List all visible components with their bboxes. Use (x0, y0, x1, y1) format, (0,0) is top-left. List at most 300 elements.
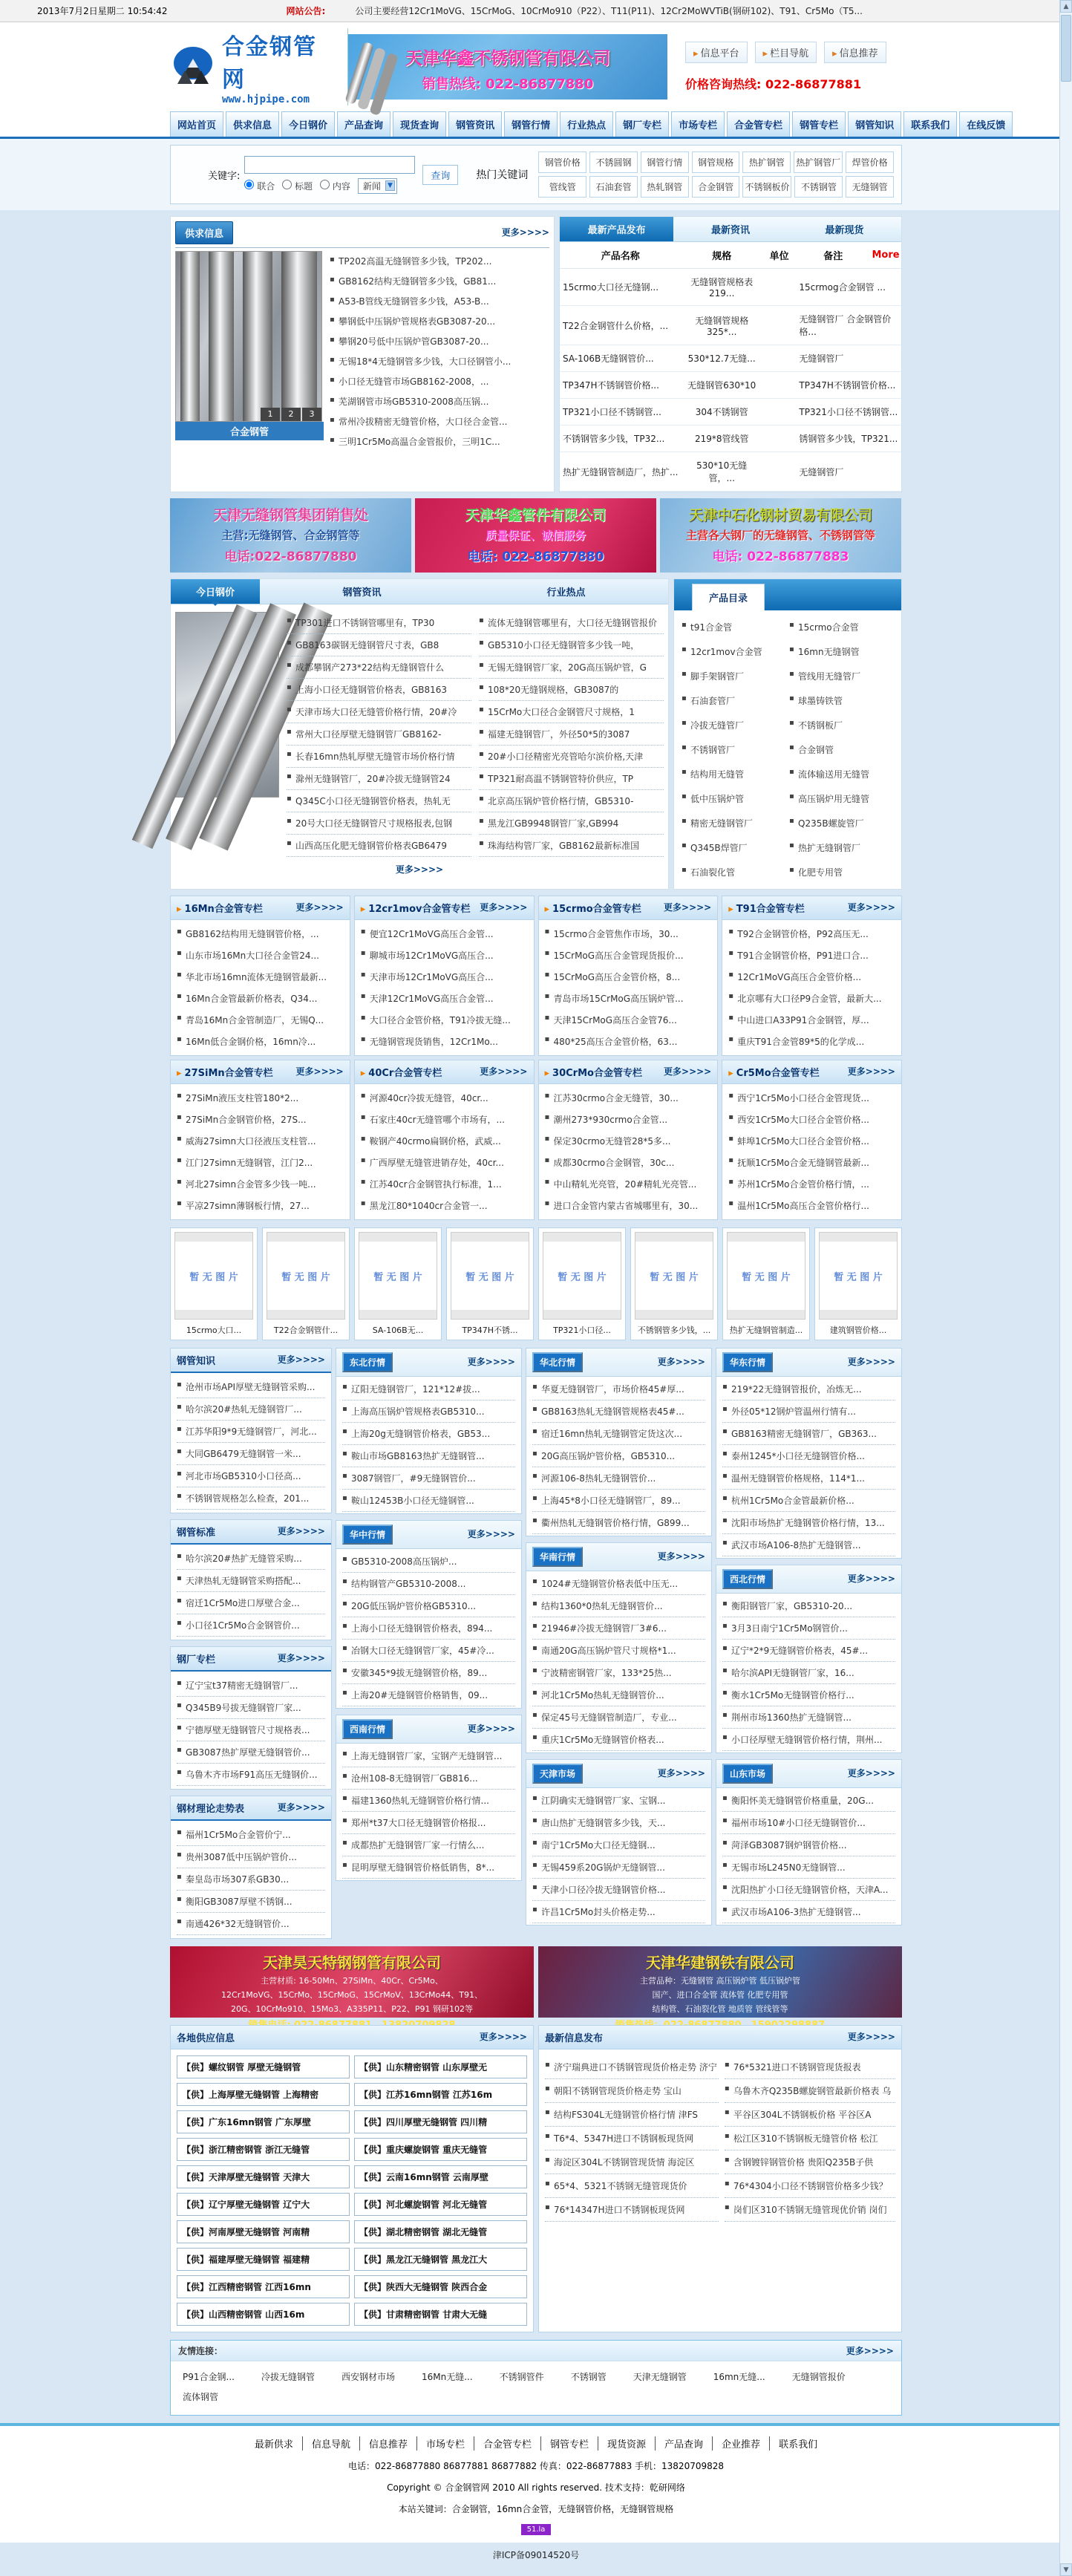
list-item-link[interactable]: 衡阳钢管厂家，GB5310-20... (731, 1601, 853, 1611)
list-item-link[interactable]: 不锈钢管规格怎么检查，201... (186, 1493, 310, 1504)
scrollbar-thumb[interactable] (1061, 15, 1071, 82)
list-item-link[interactable]: 青岛16Mn合金管制造厂，无锡Q... (186, 1015, 324, 1025)
list-item-link[interactable]: 杭州1Cr5Mo合金管最新价格... (731, 1496, 854, 1506)
stats-badge[interactable]: 51.la (521, 2524, 552, 2535)
list-item-link[interactable]: 小口径厚壁无缝钢管价格行情，荆州... (731, 1735, 883, 1745)
catalog-item-link[interactable]: 16mn无缝钢管 (798, 647, 860, 657)
list-item-link[interactable]: 河北1Cr5Mo热轧无缝钢管价... (541, 1690, 664, 1701)
list-item-link[interactable]: 安徽345*9拔无缝钢管价格，89... (351, 1668, 488, 1678)
latest-info-item[interactable]: ▪ 76*5321进口不锈钢管现货报表 (725, 2055, 895, 2079)
more-link[interactable]: 更多>>>> (847, 1357, 895, 1367)
latest-info-item[interactable]: ▪ 乌鲁木齐Q235B螺旋钢管最新价格表 乌 (725, 2079, 895, 2103)
list-item-link[interactable]: 秦皇岛市场307系GB30... (186, 1874, 290, 1885)
list-item-link[interactable]: 结构1360*0热轧无缝钢管价... (541, 1601, 663, 1611)
list-item-link[interactable]: Q345C小口径无缝钢管价格表，热轧无 (295, 796, 451, 806)
quick-button[interactable]: ▸ 信息平台 (685, 42, 748, 63)
catalog-item-link[interactable]: 球墨铸铁管 (798, 696, 843, 706)
list-item-link[interactable]: 河源106-8热轧无缝钢管价... (541, 1473, 656, 1484)
list-item-link[interactable]: 15CrMo大口径合金钢管尺寸规格，1 (488, 707, 635, 717)
list-item-link[interactable]: 中山精轧光亮管，20#精轧光亮管... (553, 1179, 697, 1190)
friend-link[interactable]: 不锈钢管件 (499, 2372, 544, 2382)
list-item-link[interactable]: 无锡市场L245N0无缝钢管... (731, 1862, 846, 1873)
list-item-link[interactable]: 保定45号无缝钢管制造厂，专业... (541, 1712, 677, 1723)
latest-info-item[interactable]: ▪ 76*14347H进口不锈钢板现货网 (545, 2198, 719, 2222)
nav-item[interactable]: 钢管行情 (504, 111, 558, 137)
list-item-link[interactable]: 衡阳怀美无缝钢管价格重量，20G... (731, 1796, 875, 1806)
list-item-link[interactable]: 威海27simn大口径液压支柱管... (186, 1136, 316, 1147)
list-item-link[interactable]: 结构钢管产GB5310-2008... (351, 1579, 466, 1589)
catalog-item-link[interactable]: 冷拔无缝管厂 (690, 720, 745, 731)
friend-link[interactable]: 不锈钢管 (570, 2372, 607, 2382)
supply-cell[interactable]: 【供】云南16mn钢管 云南厚壁 (354, 2165, 527, 2188)
hot-keyword[interactable]: 管线管 (538, 176, 586, 198)
footer-nav-link[interactable]: 现货资源 (598, 2436, 656, 2451)
tab-latest-stock[interactable]: 最新现货 (788, 217, 901, 242)
latest-info-item[interactable]: ▪ 岗们区310不锈钢无缝管现优价销 岗们 (725, 2198, 895, 2222)
nav-item[interactable]: 钢管知识 (848, 111, 901, 137)
more-link[interactable]: 更多>>>> (847, 1768, 895, 1778)
list-item-link[interactable]: 江门27simn无缝钢管，江门2... (186, 1158, 313, 1168)
footer-nav-link[interactable]: 信息推荐 (360, 2436, 417, 2451)
list-item-link[interactable]: 衡水1Cr5Mo无缝钢管价格行... (731, 1690, 854, 1701)
list-item-link[interactable]: 潮州273*930crmo合金管... (553, 1115, 668, 1125)
list-item-link[interactable]: 16Mn合金管最新价格表，Q34... (186, 994, 318, 1004)
search-scope-title[interactable]: 标题 (282, 180, 313, 192)
latest-info-item[interactable]: ▪ 65*4、5321不锈钢无缝管现货价 (545, 2174, 719, 2198)
list-item-link[interactable]: 15crmo合金管焦作市场，30... (553, 929, 679, 939)
list-item-link[interactable]: 北京高压锅炉管价格行情，GB5310- (488, 796, 634, 806)
list-item-link[interactable]: 哈尔滨20#热扩无缝管采购... (186, 1553, 302, 1564)
list-item-link[interactable]: 黑龙江80*1040cr合金管一... (369, 1201, 488, 1211)
catalog-item-link[interactable]: t91合金管 (690, 622, 732, 633)
table-row[interactable]: SA-106B无缝钢管价... 530*12.7无缝... 无缝钢管厂 (560, 345, 901, 372)
list-item-link[interactable]: 鞍山12453B小口径无缝钢管... (351, 1496, 474, 1506)
catalog-item-link[interactable]: 热扩无缝钢管厂 (798, 843, 861, 853)
more-link[interactable]: 更多>>>> (295, 902, 344, 913)
list-item-link[interactable]: 无锡18*4无缝钢管多少钱，大口径钢管小... (339, 356, 512, 367)
gallery-card[interactable] (630, 1227, 718, 1340)
catalog-item-link[interactable]: 12cr1mov合金管 (690, 647, 762, 657)
list-item-link[interactable]: 河北27simn合金管多少钱一吨... (186, 1179, 316, 1190)
list-item-link[interactable]: 北京哪有大口径P9合金管，最新大... (737, 994, 882, 1004)
more-link[interactable]: 更多>>>> (847, 1066, 895, 1077)
list-item-link[interactable]: 沧州108-8无缝钢管厂GB816... (351, 1773, 478, 1784)
search-scope-content[interactable]: 内容 (320, 180, 350, 192)
supply-cell[interactable]: 【供】山东精密钢管 山东厚壁无 (354, 2055, 527, 2078)
more-link[interactable]: 更多>>>> (847, 1574, 895, 1584)
products-more-link[interactable]: More (872, 250, 900, 261)
more-link[interactable]: 更多>>>> (479, 2032, 527, 2042)
list-item-link[interactable]: 江苏华阳9*9无缝钢管厂，河北... (186, 1426, 317, 1437)
list-item-link[interactable]: 抚顺1Cr5Mo合金无缝钢管最新... (737, 1158, 869, 1168)
table-row[interactable]: TP347H不锈钢管价格... 无缝钢管630*10 TP347H不锈钢管价格... (560, 372, 901, 399)
list-item-link[interactable]: 南通426*32无缝钢管价... (186, 1919, 290, 1929)
list-item-link[interactable]: 219*22无缝钢管报价，冶炼无... (731, 1384, 862, 1395)
list-item-link[interactable]: Q345B9号拔无缝钢管厂家... (186, 1703, 301, 1713)
list-item-link[interactable]: 冶钢大口径无缝钢管厂家，45#冷... (351, 1646, 494, 1656)
list-item-link[interactable]: 鞍钢产40crmo扁钢价格，武威... (369, 1136, 501, 1147)
list-item-link[interactable]: 108*20无缝钢规格，GB3087的 (488, 685, 619, 695)
list-item-link[interactable]: 无锡无缝钢管厂家，20G高压锅炉管，G (488, 662, 647, 673)
list-item-link[interactable]: 天津小口径冷拔无缝钢管价格... (541, 1885, 666, 1895)
tab-latest-news[interactable]: 最新资讯 (673, 217, 787, 242)
bottom-ad-1[interactable]: 天津昊天特钢钢管有限公司 主营材质: 16-50Mn、27SiMn、40Cr、Cr5Mo、 12Cr1MoVG、15CrMo、15CrMoG、15CrMoV、13CrMo44、T91、 20G、10CrMo910、15Mo3、A335P11、P22、P91 钢研102等 (170, 1946, 534, 2018)
list-item-link[interactable]: 芜湖钢管市场GB5310-2008高压锅... (339, 397, 489, 407)
hot-keyword[interactable]: 钢管价格 (538, 151, 586, 173)
list-item-link[interactable]: 20号大口径无缝钢管尺寸规格报表,包钢 (295, 818, 453, 829)
latest-info-item[interactable]: ▪ 海淀区304L不锈钢管现货情 海淀区 (545, 2151, 719, 2174)
list-item-link[interactable]: 成都攀钢产273*22结构无缝钢管什么 (295, 662, 445, 673)
friend-link[interactable]: 天津无缝钢管 (633, 2372, 687, 2382)
list-item-link[interactable]: 上海小口径无缝钢管价格表，GB8163 (295, 685, 448, 695)
bottom-ad-2[interactable]: 天津华建钢铁有限公司 主营品种：无缝钢管 高压锅炉管 低压锅炉管 国产、进口合金管 流体管 化肥专用管 结构管、石油裂化管 地质管 管线管等 (538, 1946, 902, 2018)
latest-info-item[interactable]: ▪ 含钢镀锌钢管价格 贵阳Q235B子供 (725, 2151, 895, 2174)
list-item-link[interactable]: 乌鲁木齐市场F91高压无缝钢价... (186, 1770, 318, 1780)
list-item-link[interactable]: 大口径合金管价格，T91冷拔无缝... (369, 1015, 511, 1025)
supply-cell[interactable]: 【供】螺纹钢管 厚壁无缝钢管 (177, 2055, 350, 2078)
latest-info-item[interactable]: ▪ 松江区310不锈钢板无缝管价格 松江 (725, 2127, 895, 2151)
tab-pipe-news[interactable]: 钢管资讯 (342, 587, 382, 599)
gallery-card[interactable] (722, 1227, 810, 1340)
list-item-link[interactable]: 20G高压锅炉管价格，GB5310... (541, 1451, 676, 1461)
list-item-link[interactable]: 唐山热扩无缝钢管多少钱，天... (541, 1818, 666, 1828)
banner-ad-1[interactable]: 天津无缝钢管集团销售处 主营:无缝钢管、合金钢管等 电话:022-86877880 (170, 498, 411, 573)
supply-cell[interactable]: 【供】天津厚壁无缝钢管 天津大 (177, 2165, 350, 2188)
list-item-link[interactable]: 荆州市场1360热扩无缝钢管... (731, 1712, 852, 1723)
list-item-link[interactable]: 武汉市场A106-3热扩无缝钢管... (731, 1907, 861, 1917)
list-item-link[interactable]: 三明1Cr5Mo高温合金管报价，三明1C... (339, 437, 500, 447)
supply-cell[interactable]: 【供】黑龙江无缝钢管 黑龙江大 (354, 2248, 527, 2271)
list-item-link[interactable]: 21946#冷拔无缝钢管厂3#6... (541, 1623, 667, 1634)
nav-item[interactable]: 市场专栏 (671, 111, 725, 137)
list-item-link[interactable]: 广西厚壁无缝管进销存处，40cr... (369, 1158, 504, 1168)
list-item-link[interactable]: 常州冷拔精密无缝管价格，大口径合金管... (339, 417, 508, 427)
catalog-item-link[interactable]: 不锈钢管厂 (690, 745, 736, 755)
friend-link[interactable]: 流体钢管 (183, 2392, 219, 2402)
catalog-item-link[interactable]: 不锈钢板厂 (798, 720, 843, 731)
supply-cell[interactable]: 【供】河北螺旋钢管 河北无缝管 (354, 2193, 527, 2216)
latest-info-item[interactable]: ▪ 济宁瑞典进口不锈钢管现货价格走势 济宁 (545, 2055, 719, 2079)
friend-link[interactable]: 西安钢材市场 (341, 2372, 395, 2382)
list-item-link[interactable]: 菏泽GB3087钢炉钢管价格... (731, 1840, 847, 1851)
list-item-link[interactable]: 16Mn低合金钢价格，16mn冷... (186, 1037, 316, 1047)
list-item-link[interactable]: 宁波精密钢管厂家，133*25热... (541, 1668, 672, 1678)
list-item-link[interactable]: 贵州3087低中压锅炉管价... (186, 1852, 297, 1862)
list-item-link[interactable]: 上海高压锅炉管规格表GB5310... (351, 1406, 485, 1417)
list-item-link[interactable]: 上海20g无缝钢管价格表，GB53... (351, 1429, 491, 1439)
tab-latest-products[interactable]: 最新产品发布 (560, 217, 673, 242)
nav-item[interactable]: 钢厂专栏 (615, 111, 669, 137)
list-item-link[interactable]: 3087钢管厂，#9无缝钢管价... (351, 1473, 476, 1484)
list-item-link[interactable]: 攀钢低中压锅炉管规格表GB3087-20... (339, 316, 496, 327)
more-link[interactable]: 更多>>>> (277, 1653, 325, 1663)
list-item-link[interactable]: 华北市场16mn流体无缝钢管最新... (186, 972, 327, 982)
list-item-link[interactable]: GB8162结构用无缝钢管价格，... (186, 929, 319, 939)
list-item-link[interactable]: 华夏无缝钢管厂，市场价格45#厚... (541, 1384, 684, 1395)
more-link[interactable]: 更多>>>> (847, 902, 895, 913)
list-item-link[interactable]: 黑龙江GB9948钢管厂家,GB994 (488, 818, 619, 829)
list-item-link[interactable]: 辽阳无缝钢管厂，121*12#拔... (351, 1384, 480, 1395)
table-row[interactable]: T22合金钢管什么价格，... 无缝钢管规格 325*... 无缝钢管厂 合金钢管价格... (560, 306, 901, 345)
nav-item[interactable]: 今日钢价 (281, 111, 335, 137)
hot-keyword[interactable]: 合金钢管 (692, 176, 740, 198)
catalog-item-link[interactable]: 合金钢管 (798, 745, 834, 755)
table-row[interactable]: 热扩无缝钢管制造厂，热扩... 530*10无缝管，... 无缝钢管厂 (560, 452, 901, 492)
list-item-link[interactable]: 大同GB6479无缝钢管一米... (186, 1449, 301, 1459)
list-item-link[interactable]: 常州大口径厚壁无缝钢管厂GB8162- (295, 729, 442, 740)
supply-cell[interactable]: 【供】山西精密钢管 山西16m (177, 2303, 350, 2326)
list-item-link[interactable]: T91合金钢管价格，P91进口合... (737, 950, 869, 961)
more-link[interactable]: 更多>>>> (467, 1724, 515, 1734)
footer-nav-link[interactable]: 企业推荐 (713, 2436, 770, 2451)
list-item-link[interactable]: 1024#无缝钢管价格表低中压无... (541, 1579, 679, 1589)
more-link[interactable]: 更多>>>> (657, 1551, 705, 1562)
hot-keyword[interactable]: 不锈钢板价 (742, 176, 791, 198)
supply-demand-more-link[interactable]: 更多>>>> (501, 227, 549, 238)
supply-cell[interactable]: 【供】广东16mn钢管 广东厚壁 (177, 2110, 350, 2133)
supply-cell[interactable]: 【供】江西精密钢管 江西16mn (177, 2275, 350, 2298)
nav-item[interactable]: 联系我们 (903, 111, 957, 137)
list-item-link[interactable]: 青岛市场15CrMoG高压锅炉管... (553, 994, 684, 1004)
catalog-item-link[interactable]: 脚手架钢管厂 (690, 671, 745, 682)
friend-link[interactable]: 无缝钢管报价 (791, 2372, 846, 2382)
more-link[interactable]: 更多>>>> (467, 1357, 515, 1367)
more-link[interactable]: 更多>>>> (277, 1526, 325, 1536)
list-item-link[interactable]: 江苏40cr合金钢管执行标准，1... (369, 1179, 502, 1190)
list-item-link[interactable]: 珠海结构管厂家，GB8162最新标准国 (488, 841, 640, 851)
list-item-link[interactable]: 20#小口径精密光亮管哈尔滨价格,天津 (488, 751, 644, 762)
gallery-card[interactable] (170, 1227, 258, 1340)
hot-keyword[interactable]: 焊管价格 (846, 151, 894, 173)
catalog-item-link[interactable]: 化肥专用管 (798, 867, 843, 878)
list-item-link[interactable]: GB5310-2008高压锅炉... (351, 1556, 457, 1567)
list-item-link[interactable]: 无缝钢管现货销售，12Cr1Mo... (369, 1037, 498, 1047)
hot-keyword[interactable]: 钢管规格 (692, 151, 740, 173)
list-item-link[interactable]: 成都热扩无缝钢管厂家一行情么... (351, 1840, 485, 1851)
list-item-link[interactable]: 流体无缝钢管哪里有，大口径无缝钢管报价 (488, 618, 658, 628)
hot-keyword[interactable]: 石油套管 (589, 176, 638, 198)
list-item-link[interactable]: 无锡459系20G锅炉无缝钢管... (541, 1862, 665, 1873)
list-item-link[interactable]: 沧州市场API厚壁无缝钢管采购... (186, 1382, 316, 1392)
list-item-link[interactable]: 27SiMn合金钢管价格，27S... (186, 1115, 307, 1125)
list-item-link[interactable]: 辽宁*2*9无缝钢管价格表，45#... (731, 1646, 869, 1656)
list-item-link[interactable]: 天津12Cr1MoVG高压合金管... (369, 994, 494, 1004)
list-item-link[interactable]: 沈阳市场热扩无缝钢管价格行情，13... (731, 1518, 885, 1528)
supply-cell[interactable]: 【供】浙江精密钢管 浙江无缝管 (177, 2138, 350, 2161)
list-item-link[interactable]: 宿迁1Cr5Mo进口厚壁合金... (186, 1598, 300, 1608)
list-item-link[interactable]: 上海20#无缝钢管价格销售，09... (351, 1690, 488, 1701)
hot-keyword[interactable]: 不锈圆钢 (589, 151, 638, 173)
list-item-link[interactable]: 泰州1245*小口径无缝钢管价格... (731, 1451, 865, 1461)
list-item-link[interactable]: TP202高温无缝钢管多少钱，TP202... (339, 256, 492, 267)
catalog-item-link[interactable]: 石油裂化管 (690, 867, 736, 878)
list-item-link[interactable]: 宿迁16mn热轧无缝钢管定货这次... (541, 1429, 683, 1439)
list-item-link[interactable]: GB5310小口径无缝钢管多少钱一吨， (488, 640, 640, 650)
footer-nav-link[interactable]: 最新供求 (246, 2436, 303, 2451)
list-item-link[interactable]: 保定30crmo无缝管28*5多... (553, 1136, 671, 1147)
list-item-link[interactable]: 15CrMoG高压合金管价格，8... (553, 972, 681, 982)
pagination-dot[interactable]: 1 (261, 408, 280, 421)
tab-industry-hot[interactable]: 行业热点 (546, 587, 586, 599)
list-item-link[interactable]: 成都30crmo合金钢管，30c... (553, 1158, 675, 1168)
header-banner-ad[interactable] (348, 34, 667, 100)
list-item-link[interactable]: 27SiMn液压支柱管180*2... (186, 1093, 299, 1103)
list-item-link[interactable]: 天津市场大口径无缝管价格行情，20#冷 (295, 707, 457, 717)
list-item-link[interactable]: 480*25高压合金管价格，63... (553, 1037, 678, 1047)
list-item-link[interactable]: 南通20G高压锅炉管尺寸规格*1... (541, 1646, 676, 1656)
supply-cell[interactable]: 【供】江苏16mn钢管 江苏16m (354, 2083, 527, 2106)
list-item-link[interactable]: A53-B管线无缝钢管多少钱，A53-B... (339, 296, 489, 307)
gallery-card[interactable] (262, 1227, 350, 1340)
list-item-link[interactable]: 鞍山市场GB8163热扩无缝钢管... (351, 1451, 485, 1461)
supply-cell[interactable]: 【供】四川厚壁无缝钢管 四川精 (354, 2110, 527, 2133)
list-item-link[interactable]: 进口合金管内蒙古省城哪里有，30... (553, 1201, 699, 1211)
hot-keyword[interactable]: 不锈钢管 (794, 176, 843, 198)
nav-item[interactable]: 行业热点 (560, 111, 613, 137)
more-link[interactable]: 更多>>>> (467, 1529, 515, 1539)
gallery-card[interactable] (814, 1227, 902, 1340)
supply-cell[interactable]: 【供】河南厚壁无缝钢管 河南精 (177, 2220, 350, 2243)
supply-cell[interactable]: 【供】重庆螺旋钢管 重庆无缝管 (354, 2138, 527, 2161)
list-item-link[interactable]: 沈阳热扩小口径无缝钢管价格，天津A... (731, 1885, 889, 1895)
list-item-link[interactable]: 许昌1Cr5Mo封头价格走势... (541, 1907, 656, 1917)
gallery-card[interactable] (538, 1227, 626, 1340)
news-more-link[interactable]: 更多>>>> (395, 864, 444, 875)
hot-keyword[interactable]: 钢管行情 (641, 151, 689, 173)
more-link[interactable]: 更多>>>> (847, 2032, 895, 2042)
footer-nav-link[interactable]: 信息导航 (303, 2436, 360, 2451)
list-item-link[interactable]: 20G低压锅炉管价格GB5310... (351, 1601, 477, 1611)
friend-link[interactable]: P91合金钢... (183, 2372, 235, 2382)
more-link[interactable]: 更多>>>> (277, 1354, 325, 1365)
scroll-down-icon[interactable]: ▼ (1060, 2563, 1072, 2576)
friend-link[interactable]: 16mn无缝... (713, 2372, 765, 2382)
more-link[interactable]: 更多>>>> (277, 1802, 325, 1813)
list-item-link[interactable]: 12Cr1MoVG高压合金管价格... (737, 972, 862, 982)
pagination-dot[interactable]: 2 (281, 408, 301, 421)
supply-cell[interactable]: 【供】福建厚壁无缝钢管 福建精 (177, 2248, 350, 2271)
search-button[interactable]: 查询 (422, 165, 458, 185)
gallery-card[interactable] (446, 1227, 534, 1340)
list-item-link[interactable]: 聊城市场12Cr1MoVG高压合... (369, 950, 494, 961)
list-item-link[interactable]: 外径05*12钢炉管温州行情有... (731, 1406, 856, 1417)
latest-info-item[interactable]: ▪ 朝阳不锈钢管现货价格走势 宝山 (545, 2079, 719, 2103)
list-item-link[interactable]: 天津热轧无缝钢管采购搭配... (186, 1576, 301, 1586)
list-item-link[interactable]: T92合金钢管价格，P92高压无... (737, 929, 869, 939)
list-item-link[interactable]: 温州无缝钢管价格规格，114*1... (731, 1473, 865, 1484)
list-item-link[interactable]: 上海45*8小口径无缝钢管厂，89... (541, 1496, 681, 1506)
list-item-link[interactable]: 郑州*t37大口径无缝钢管价格报... (351, 1818, 486, 1828)
list-item-link[interactable]: GB8162结构无缝钢管多少钱，GB81... (339, 276, 497, 287)
supply-demand-title[interactable]: 供求信息 (175, 221, 233, 244)
catalog-item-link[interactable]: 高压锅炉用无缝管 (798, 794, 870, 804)
catalog-item-link[interactable]: 精密无缝钢管厂 (690, 818, 754, 829)
list-item-link[interactable]: 衢州热轧无缝钢管价格行情，G899... (541, 1518, 690, 1528)
scroll-up-icon[interactable]: ▲ (1060, 0, 1072, 13)
more-link[interactable]: 更多>>>> (664, 902, 712, 913)
search-scope-union[interactable]: 联合 (244, 180, 275, 192)
list-item-link[interactable]: TP321耐高温不锈钢管特价供应，TP (488, 774, 634, 784)
list-item-link[interactable]: GB8163精密无缝钢管厂，GB363... (731, 1429, 877, 1439)
catalog-item-link[interactable]: 低中压锅炉管 (690, 794, 745, 804)
banner-ad-2[interactable]: 天津华鑫管件有限公司 质量保证、诚信服务 电话: 022-86877880 (415, 498, 656, 573)
footer-nav-link[interactable]: 联系我们 (779, 2439, 818, 2451)
list-item-link[interactable]: 小口径无缝管市场GB8162-2008，... (339, 376, 489, 387)
friend-link[interactable]: 16Mn无缝... (421, 2372, 473, 2382)
list-item-link[interactable]: 江苏30crmo合金无缝管，30... (553, 1093, 679, 1103)
catalog-item-link[interactable]: Q235B螺旋管厂 (798, 818, 864, 829)
list-item-link[interactable]: 攀钢20号低中压锅炉管GB3087-20... (339, 336, 489, 347)
list-item-link[interactable]: 哈尔滨20#热轧无缝钢管厂... (186, 1404, 302, 1415)
hot-keyword[interactable]: 热扩钢管 (742, 151, 791, 173)
latest-info-item[interactable]: ▪ T6*4、5347H进口不锈钢板现货网 (545, 2127, 719, 2151)
list-item-link[interactable]: 昆明厚壁无缝钢管价格低销售，8*... (351, 1862, 495, 1873)
supply-cell[interactable]: 【供】上海厚壁无缝钢管 上海精密 (177, 2083, 350, 2106)
list-item-link[interactable]: 西宁1Cr5Mo小口径合金管现货... (737, 1093, 869, 1103)
banner-ad-3[interactable]: 天津中石化钢材贸易有限公司 主营各大钢厂的无缝钢管、不锈钢管等 电话: 022-86877883 (660, 498, 901, 573)
hot-keyword[interactable]: 热轧钢管 (641, 176, 689, 198)
supply-cell[interactable]: 【供】甘肃精密钢管 甘肃大无缝 (354, 2303, 527, 2326)
list-item-link[interactable]: 15CrMoG高压合金管现货报价... (553, 950, 684, 961)
footer-nav-link[interactable]: 钢管专栏 (541, 2436, 598, 2451)
nav-item[interactable]: 钢管专栏 (792, 111, 846, 137)
list-item-link[interactable]: 西安1Cr5Mo大口径合金管价格... (737, 1115, 869, 1125)
list-item-link[interactable]: GB8163热轧无缝钢管规格表45#... (541, 1406, 684, 1417)
list-item-link[interactable]: 天津15CrMoG高压合金管76... (553, 1015, 677, 1025)
more-link[interactable]: 更多>>>> (664, 1066, 712, 1077)
list-item-link[interactable]: 山西高压化肥无缝钢管价格表GB6479 (295, 841, 448, 851)
site-logo[interactable] (170, 28, 348, 105)
scrollbar[interactable] (1059, 0, 1072, 2576)
more-link[interactable]: 更多>>>> (480, 1066, 528, 1077)
list-item-link[interactable]: 武汉市场A106-8热扩无缝钢管... (731, 1540, 861, 1551)
list-item-link[interactable]: 温州1Cr5Mo高压合金管价格行... (737, 1201, 869, 1211)
nav-item[interactable]: 网站首页 (170, 111, 223, 137)
list-item-link[interactable]: 福州1Cr5Mo合金管价宁... (186, 1830, 291, 1840)
list-item-link[interactable]: 重庆1Cr5Mo无缝钢管价格表... (541, 1735, 664, 1745)
latest-info-item[interactable]: ▪ 结构FS304L无缝钢管价格行情 津FS (545, 2103, 719, 2127)
list-item-link[interactable]: 上海小口径无缝钢管价格表，894... (351, 1623, 493, 1634)
gallery-card[interactable] (354, 1227, 442, 1340)
footer-nav-link[interactable]: 合金管专栏 (474, 2436, 541, 2451)
list-item-link[interactable]: 石家庄40cr无缝管哪个市场有，... (369, 1115, 505, 1125)
list-item-link[interactable]: 宁德厚壁无缝钢管尺寸规格表... (186, 1725, 310, 1735)
supply-cell[interactable]: 【供】湖北精密钢管 湖北无缝管 (354, 2220, 527, 2243)
list-item-link[interactable]: 福州市场10#小口径无缝钢管价... (731, 1818, 866, 1828)
catalog-item-link[interactable]: 15crmo合金管 (798, 622, 859, 633)
list-item-link[interactable]: 江阴确实无缝钢管厂家、宝钢... (541, 1796, 666, 1806)
list-item-link[interactable]: 重庆T91合金管89*5的化学成... (737, 1037, 865, 1047)
quick-button[interactable]: ▸ 栏目导航 (755, 42, 817, 63)
list-item-link[interactable]: 河北市场GB5310小口径高... (186, 1471, 301, 1481)
more-link[interactable]: 更多>>>> (480, 902, 528, 913)
list-item-link[interactable]: 滁州无缝钢管厂，20#冷拔无缝钢管24 (295, 774, 451, 784)
list-item-link[interactable]: 河源40cr冷拔无缝管，40cr... (369, 1093, 488, 1103)
list-item-link[interactable]: 衡阳GB3087厚壁不锈钢... (186, 1897, 292, 1907)
list-item-link[interactable]: 平凉27simn薄钢板行情，27... (186, 1201, 310, 1211)
more-link[interactable]: 更多>>>> (846, 2346, 894, 2356)
list-item-link[interactable]: 小口径1Cr5Mo合金钢管价... (186, 1620, 300, 1631)
catalog-item-link[interactable]: 结构用无缝管 (690, 769, 745, 780)
list-item-link[interactable]: 哈尔滨API无缝钢管厂家，16... (731, 1668, 854, 1678)
list-item-link[interactable]: 上海无缝钢管厂家，宝钢产无缝钢管... (351, 1751, 503, 1761)
nav-item[interactable]: 现货查询 (393, 111, 446, 137)
nav-item[interactable]: 产品查询 (337, 111, 390, 137)
catalog-item-link[interactable]: 管线用无缝管厂 (798, 671, 861, 682)
list-item-link[interactable]: 便宜12Cr1MoVG高压合金管... (369, 929, 494, 939)
list-item-link[interactable]: GB3087热扩厚壁无缝钢管价... (186, 1747, 310, 1758)
list-item-link[interactable]: 3月3日南宁1Cr5Mo钢管价... (731, 1623, 848, 1634)
